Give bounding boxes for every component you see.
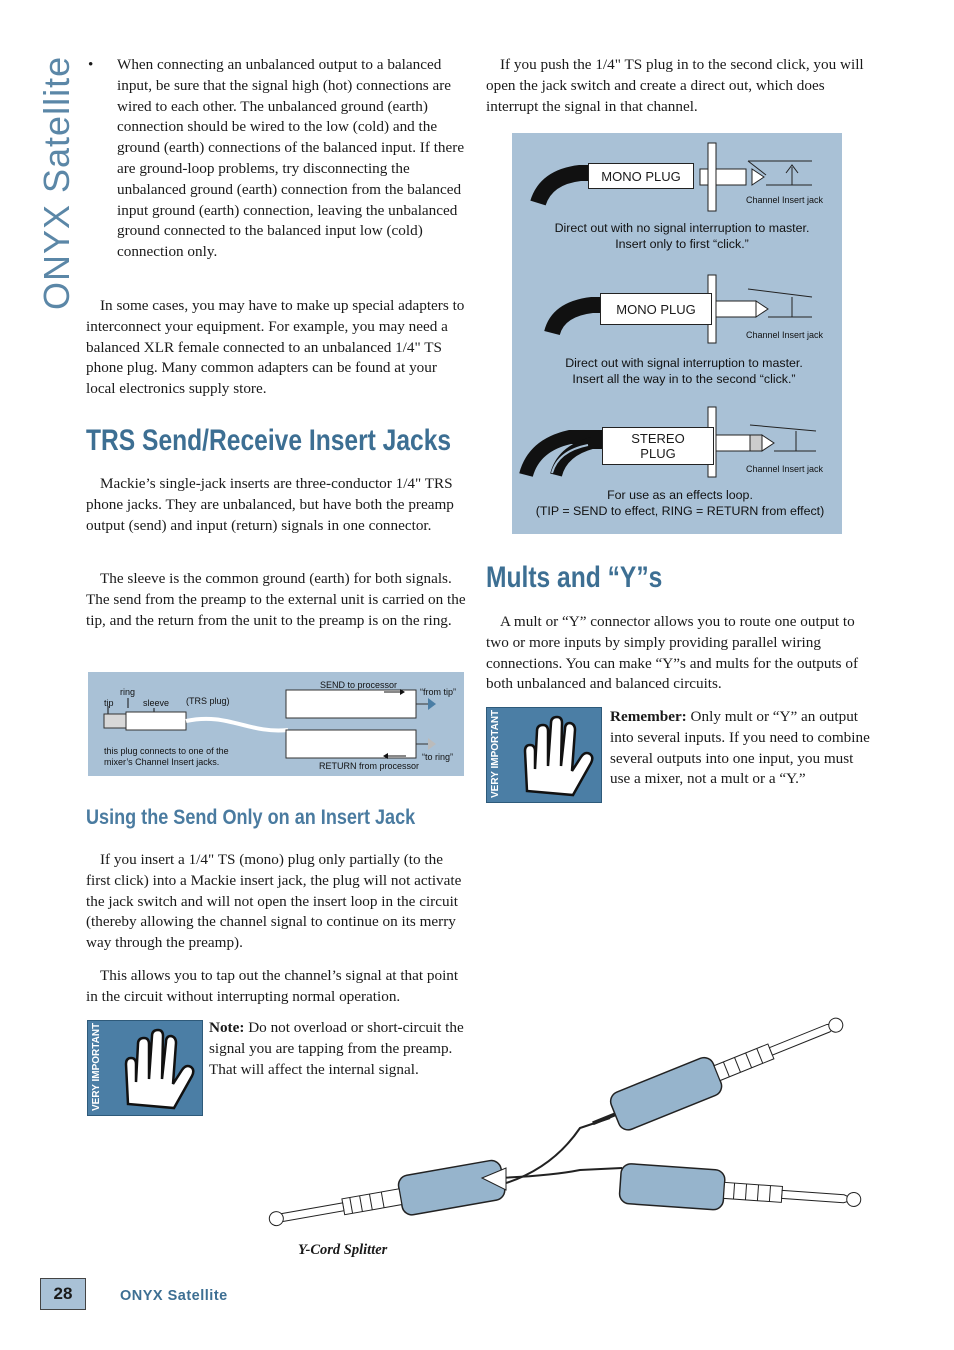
mono-plug-2: MONO PLUG	[600, 293, 712, 325]
heading-mults: Mults and “Y”s	[486, 561, 663, 594]
page-number: 28	[40, 1278, 86, 1310]
side-title: ONYX Satellite	[36, 55, 77, 310]
heading-trs-insert-jacks: TRS Send/Receive Insert Jacks	[86, 424, 452, 457]
very-important-hand-icon: VERY IMPORTANT	[87, 1020, 203, 1116]
caption-2: Direct out with signal interruption to master. Insert all the way in to the second “click.”	[565, 356, 803, 386]
label-from-tip: “from tip”	[420, 687, 456, 697]
trs-diagram	[88, 672, 464, 776]
para-send-2: This allows you to tap out the channel’s signal at that point in the circuit without interrupting normal operation.	[86, 967, 459, 1005]
stereo-plug: STEREO PLUG	[602, 427, 714, 465]
remember-text: Remember: Only mult or “Y” an output into several inputs. If you need to combine several outputs into one input, you must use a mixer, not a mult or a “Y.”	[610, 708, 870, 788]
para-push-second-click: If you push the 1/4" TS plug in to the second click, you will open the jack switch and create a direct out, which does interrupt the signal in that channel.	[486, 56, 864, 115]
label-return: RETURN from processor	[319, 761, 420, 771]
label-trs-plug: (TRS plug)	[186, 696, 230, 706]
jack-label-3: Channel Insert jack	[746, 464, 824, 474]
mono-plug-1: MONO PLUG	[588, 163, 694, 189]
caption-3: For use as an effects loop. (TIP = SEND to effect, RING = RETURN from effect)	[535, 488, 825, 518]
note-text: Note: Do not overload or short-circuit the signal you are tapping from the preamp. That will affect the internal signal.	[209, 1019, 464, 1078]
label-ring: ring	[120, 687, 136, 697]
para-trs-2: The sleeve is the common ground (earth) for both signals. The send from the preamp to the external unit is carried on the tip, and the return from the unit to the preamp is on the ring.	[86, 570, 466, 629]
insert-plug-diagrams	[512, 133, 842, 534]
label-to-ring: “to ring”	[422, 752, 454, 762]
label-plug-note: this plug connects to one of the mixer’s Channel Insert jacks.	[104, 746, 229, 767]
bullet-text: When connecting an unbalanced output to a balanced input, be sure that the signal high (hot) connections are wired to each other. The unbalanced ground (earth) connection should be wired to the low (cold) and the ground (earth) connections of the balanced input. If there are ground-loop problems, try disconnecting the unbalanced ground (earth) connection from the balanced input ground (earth) connection, leaving the unbalanced ground connected to the balanced input low (cold) connection only.	[117, 56, 465, 261]
footer-title: ONYX Satellite	[120, 1288, 228, 1304]
y-cord-caption: Y-Cord Splitter	[298, 1242, 388, 1258]
para-trs-1: Mackie’s single-jack inserts are three-conductor 1/4" TRS phone jacks. They are unbalanced, but have both the preamp output (send) and input (return) signals in one connector.	[86, 475, 454, 534]
very-important-hand-icon-2: VERY IMPORTANT	[486, 707, 602, 803]
label-sleeve: sleeve	[143, 698, 170, 708]
y-cord-splitter-illustration	[250, 1000, 880, 1240]
para-mults: A mult or “Y” connector allows you to route one output to two or more inputs by simply providing parallel wiring connections. You can make “Y”s and mults for the outputs of both unbalanced and balanced circuits.	[486, 613, 859, 693]
bullet-item: • When connecting an unbalanced output to a balanced input, be sure that the signal high (hot) connections are wired to each other. The unbalanced ground (earth) connection should be wired to the low (cold) and the ground (earth) connections of the balanced input. If there are ground-loop problems, try disconnecting the unbalanced ground (earth) connection from the balanced input ground (earth) connection, leaving the unbalanced ground connected to the balanced input low (cold) connection only.	[88, 55, 468, 263]
jack-label-2: Channel Insert jack	[746, 330, 824, 340]
hand-icon	[507, 711, 597, 801]
subheading-send-only: Using the Send Only on an Insert Jack	[86, 806, 416, 829]
caption-1: Direct out with no signal interruption to master. Insert only to first “click.”	[554, 221, 810, 251]
label-tip: tip	[104, 698, 114, 708]
hand-icon	[108, 1024, 198, 1114]
para-send-1: If you insert a 1/4" TS (mono) plug only partially (to the first click) into a Mackie insert jack, the plug will not activate the jack switch and will not open the insert loop in the circuit (thereby allowing the channel signal to continue on its merry way through the preamp).	[86, 851, 462, 952]
para-adapters: In some cases, you may have to make up special adapters to interconnect your equipment. For example, you may need a balanced XLR female connected to an unbalanced 1/4" TS phone plug. Many common adapters can be found at your local electronics supply store.	[86, 297, 465, 398]
jack-label-1: Channel Insert jack	[746, 195, 824, 205]
label-send: SEND to processor	[320, 680, 398, 690]
